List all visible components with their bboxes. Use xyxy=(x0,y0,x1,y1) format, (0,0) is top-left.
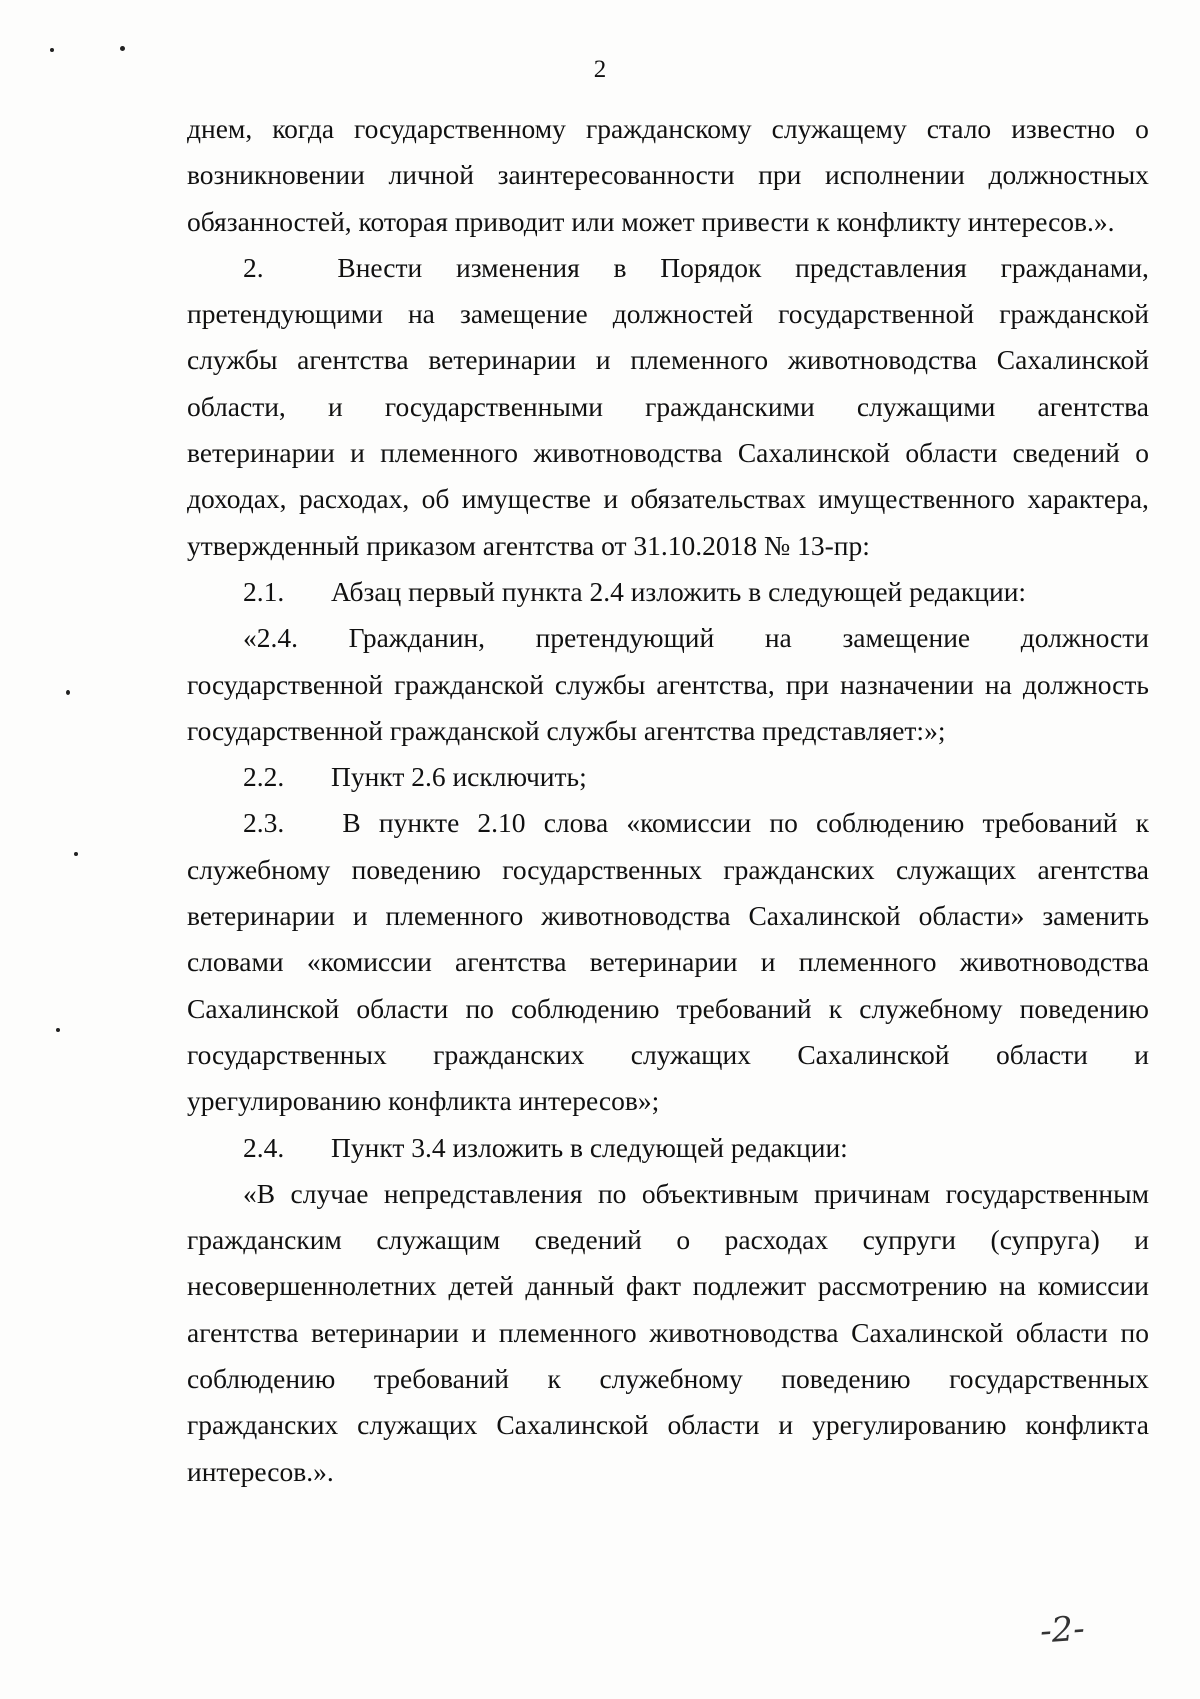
word: поведению xyxy=(351,853,481,885)
word: животноводства xyxy=(649,1316,839,1348)
text-line xyxy=(187,708,1149,754)
page-number: 2 xyxy=(593,56,607,83)
text-line xyxy=(187,199,1149,245)
word: претендующий xyxy=(535,622,715,654)
word: племенного xyxy=(385,900,524,932)
word: должностных xyxy=(988,159,1149,191)
word: гражданскими xyxy=(645,390,815,422)
document-body xyxy=(187,106,1149,1495)
word: и xyxy=(327,390,343,422)
word: области xyxy=(667,1409,760,1441)
word: причинам xyxy=(814,1177,931,1209)
word: агентства xyxy=(297,344,409,376)
word: гражданских xyxy=(723,853,875,885)
handwritten-page-mark: -2- xyxy=(1038,1608,1086,1652)
text-line xyxy=(187,662,1149,708)
word: государственных xyxy=(187,1038,387,1070)
text-line xyxy=(187,523,1149,569)
word: расходах xyxy=(724,1224,829,1256)
text-line xyxy=(187,1217,1149,1263)
word: и xyxy=(778,1409,794,1441)
word: требований xyxy=(982,807,1118,839)
word: Сахалинской xyxy=(748,900,901,932)
line-text: урегулированию конфликта интересов»; xyxy=(187,1085,660,1117)
text-line xyxy=(187,106,1149,152)
word: требований xyxy=(676,992,812,1024)
word: агентства xyxy=(1037,390,1149,422)
word: случае xyxy=(290,1177,369,1209)
word: и xyxy=(471,1316,487,1348)
word: факт xyxy=(625,1270,681,1302)
word: племенного xyxy=(380,437,518,469)
word: соблюдению xyxy=(511,992,660,1024)
word: В xyxy=(342,807,361,839)
word: о xyxy=(1135,113,1149,144)
text-line xyxy=(187,1356,1149,1402)
word: государственными xyxy=(384,390,603,422)
word: обязательствах xyxy=(630,483,806,515)
word: известно xyxy=(1011,113,1116,144)
word: слова xyxy=(543,807,609,839)
word: по xyxy=(769,807,798,839)
text-line xyxy=(187,291,1149,337)
text-line xyxy=(187,615,1149,661)
word: личной xyxy=(388,159,474,191)
item-number: 2.3. xyxy=(243,807,285,839)
word: объективным xyxy=(641,1177,799,1209)
word: «2.4. xyxy=(243,622,298,654)
word: данный xyxy=(525,1270,615,1302)
word: ветеринарии xyxy=(187,900,335,932)
word: когда xyxy=(272,113,335,144)
word: службы xyxy=(554,668,646,700)
word: назначении xyxy=(840,668,974,700)
word: Сахалинской xyxy=(996,344,1149,376)
word: гражданским xyxy=(187,1224,342,1256)
word: исполнении xyxy=(825,159,965,191)
word: агентства xyxy=(1037,853,1149,885)
line-text: государственной гражданской службы агентства представляет:»; xyxy=(187,714,946,746)
word: Сахалинской xyxy=(187,992,340,1024)
word: и xyxy=(595,344,611,376)
line-text: Пункт 3.4 изложить в следующей редакции: xyxy=(331,1131,848,1163)
word: животноводства xyxy=(541,900,731,932)
scan-speck xyxy=(56,1028,60,1032)
word: животноводства xyxy=(787,344,978,376)
word: непредставления xyxy=(383,1177,583,1209)
word: и xyxy=(352,900,368,932)
word: на xyxy=(984,668,1012,700)
item-number: 2.2. xyxy=(243,761,285,793)
line-text: интересов.». xyxy=(187,1455,334,1487)
word: к xyxy=(1135,807,1149,839)
word: стало xyxy=(926,113,992,144)
word: области xyxy=(905,437,998,469)
word: расходах, xyxy=(298,483,410,515)
word: и xyxy=(760,946,776,978)
word: агентства xyxy=(455,946,567,978)
word: агентства, xyxy=(656,668,775,700)
word: служащему xyxy=(771,113,907,144)
item-number: 2.1. xyxy=(243,575,285,607)
word: и xyxy=(603,483,619,515)
word: 2.10 xyxy=(477,807,526,839)
word: соблюдению xyxy=(187,1363,336,1395)
word: служебному xyxy=(859,992,1003,1024)
word: области xyxy=(995,1038,1088,1070)
word: поведению xyxy=(781,1363,911,1395)
word: государственному xyxy=(354,113,566,144)
word: служащим xyxy=(376,1224,501,1256)
word: «комиссии xyxy=(306,946,432,978)
word: (супруга) xyxy=(990,1224,1100,1256)
text-line xyxy=(187,1449,1149,1495)
word: к xyxy=(828,992,843,1024)
text-line xyxy=(187,476,1149,522)
word: к xyxy=(547,1363,561,1395)
word: Порядок xyxy=(660,251,762,283)
line-text: обязанностей, которая приводит или может привести к конфликту интересов.». xyxy=(187,205,1115,237)
word: должностей xyxy=(612,298,754,330)
word: агентства xyxy=(187,1316,299,1348)
word: гражданских xyxy=(433,1038,585,1070)
word: супруги xyxy=(862,1224,957,1256)
word: «комиссии xyxy=(626,807,752,839)
word: ветеринарии xyxy=(589,946,738,978)
word: требований xyxy=(373,1363,509,1395)
word: заинтересованности xyxy=(497,159,735,191)
text-line xyxy=(187,384,1149,430)
word: государственных xyxy=(502,853,703,885)
text-line xyxy=(187,1402,1149,1448)
text-line xyxy=(187,1310,1149,1356)
word: сведений xyxy=(1012,437,1120,469)
word: о xyxy=(676,1224,691,1256)
word: и xyxy=(1134,1224,1149,1256)
word: замещение xyxy=(459,298,588,330)
word: должность xyxy=(1022,668,1149,700)
word: служащих xyxy=(630,1038,751,1070)
word: государственных xyxy=(949,1363,1149,1395)
text-line xyxy=(187,1125,1149,1171)
word: на xyxy=(407,298,435,330)
word: Внести xyxy=(337,251,423,283)
word: несовершеннолетних xyxy=(187,1270,437,1302)
word: доходах, xyxy=(187,483,287,515)
word: подлежит xyxy=(692,1270,807,1302)
word: изменения xyxy=(455,251,580,283)
word: в xyxy=(613,251,627,283)
word: соблюдению xyxy=(816,807,965,839)
word: области» xyxy=(918,900,1025,932)
word: сведений xyxy=(534,1224,642,1256)
text-line xyxy=(187,800,1149,846)
word: Сахалинской xyxy=(851,1316,1004,1348)
word: государственной xyxy=(187,668,383,700)
word: ветеринарии xyxy=(187,437,335,469)
word: государственной xyxy=(778,298,975,330)
word: детей xyxy=(448,1270,514,1302)
word: Сахалинской xyxy=(797,1038,950,1070)
word: служащих xyxy=(895,853,1017,885)
word: Сахалинской xyxy=(737,437,891,469)
item-number: 2.4. xyxy=(243,1131,285,1163)
scan-speck xyxy=(50,48,54,52)
word: служащими xyxy=(856,390,996,422)
word: гражданских xyxy=(187,1409,339,1441)
word: гражданами, xyxy=(1000,251,1149,283)
text-line xyxy=(187,1078,1149,1124)
word: животноводства xyxy=(533,437,723,469)
word: племенного xyxy=(630,344,769,376)
word: поведению xyxy=(1019,992,1149,1024)
word: служащих xyxy=(357,1409,478,1441)
word: гражданской xyxy=(394,668,544,700)
item-number: 2. xyxy=(243,251,264,283)
word: днем, xyxy=(187,113,253,144)
word: на xyxy=(999,1270,1027,1302)
word: заменить xyxy=(1042,900,1149,932)
word: конфликта xyxy=(1025,1409,1149,1441)
text-line xyxy=(187,847,1149,893)
word: представления xyxy=(795,251,967,283)
word: урегулированию xyxy=(812,1409,1007,1441)
word: имуществе xyxy=(461,483,591,515)
text-line xyxy=(187,430,1149,476)
text-line xyxy=(187,1263,1149,1309)
word: служебному xyxy=(187,853,331,885)
word: государственным xyxy=(945,1177,1149,1209)
scan-speck xyxy=(66,690,70,695)
text-line xyxy=(187,337,1149,383)
text-line xyxy=(187,986,1149,1032)
word: по xyxy=(1120,1316,1149,1348)
word: гражданскому xyxy=(585,113,752,144)
word: должности xyxy=(1020,622,1149,654)
word: характера, xyxy=(1027,483,1149,515)
word: племенного xyxy=(498,1316,637,1348)
line-text: утвержденный приказом агентства от 31.10.2018 № 13-пр: xyxy=(187,529,870,561)
word: имущественного xyxy=(818,483,1015,515)
text-line xyxy=(187,754,1149,800)
word: животноводства xyxy=(959,946,1149,978)
text-line xyxy=(187,1171,1149,1217)
word: о xyxy=(1135,437,1149,469)
word: на xyxy=(764,622,792,654)
text-line xyxy=(187,1032,1149,1078)
word: возникновении xyxy=(187,159,365,191)
word: и xyxy=(350,437,365,469)
text-line xyxy=(187,569,1149,615)
word: области, xyxy=(187,390,286,422)
word: ветеринарии xyxy=(428,344,577,376)
line-text: Абзац первый пункта 2.4 изложить в следующей редакции: xyxy=(331,575,1027,607)
word: при xyxy=(785,668,829,700)
word: пункте xyxy=(378,807,460,839)
word: Гражданин, xyxy=(348,622,486,654)
line-text: Пункт 2.6 исключить; xyxy=(331,761,587,793)
text-line xyxy=(187,245,1149,291)
text-line xyxy=(187,939,1149,985)
word: племенного xyxy=(798,946,937,978)
word: претендующими xyxy=(187,298,383,330)
word: Сахалинской xyxy=(496,1409,649,1441)
word: области xyxy=(356,992,449,1024)
word: ветеринарии xyxy=(311,1316,459,1348)
word: рассмотрению xyxy=(817,1270,988,1302)
word: замещение xyxy=(842,622,971,654)
scan-speck xyxy=(74,852,78,856)
word: словами xyxy=(187,946,284,978)
word: по xyxy=(597,1177,627,1209)
word: служебному xyxy=(599,1363,743,1395)
word: комиссии xyxy=(1037,1270,1149,1302)
word: области xyxy=(1015,1316,1108,1348)
text-line xyxy=(187,893,1149,939)
word: по xyxy=(465,992,494,1024)
word: при xyxy=(758,159,802,191)
text-line xyxy=(187,152,1149,198)
word: службы xyxy=(187,344,278,376)
word: об xyxy=(421,483,450,515)
word: «В xyxy=(243,1177,276,1209)
scan-speck xyxy=(120,46,125,51)
word: и xyxy=(1134,1038,1149,1070)
word: гражданской xyxy=(999,298,1149,330)
